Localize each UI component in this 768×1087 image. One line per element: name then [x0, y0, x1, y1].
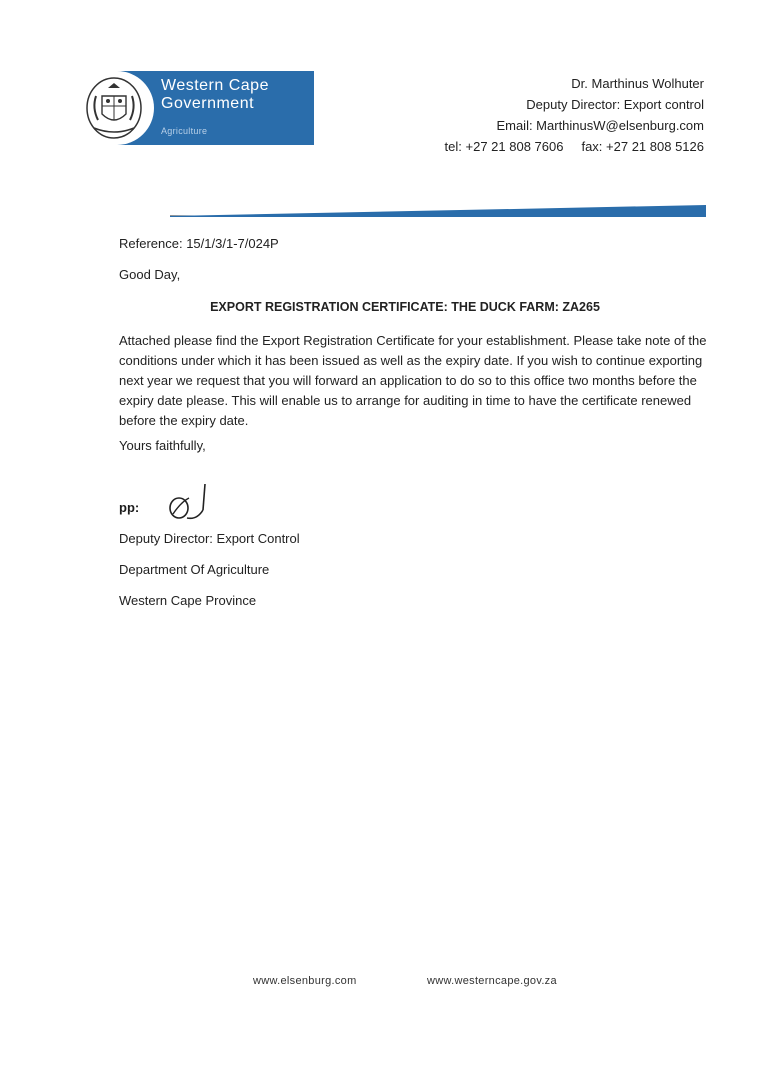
signatory-title: Deputy Director: Export Control — [119, 531, 300, 546]
contact-name: Dr. Marthinus Wolhuter — [571, 76, 704, 91]
body-paragraph: Attached please find the Export Registration Certificate for your establishment. Please take note of the conditions under which it has been issued as well as the expiry date. If you wish to continue exporting next year we request that you will forward an application to do so to this office two months before the expiry date please. This will enable us to arrange for auditing in time to have the certificate renewed before the expiry date. — [119, 333, 707, 428]
footer-link-elsenburg[interactable]: www.elsenburg.com — [253, 975, 357, 987]
org-name-line1: Western Cape — [161, 77, 269, 94]
footer-link-westerncape[interactable]: www.westerncape.gov.za — [427, 975, 557, 987]
signatory-province: Western Cape Province — [119, 593, 257, 608]
greeting: Good Day, — [119, 267, 181, 282]
department-name: Agriculture — [161, 126, 208, 136]
contact-fax: fax: +27 21 808 5126 — [581, 139, 704, 154]
header-rule-blue — [170, 205, 706, 217]
subject-line: EXPORT REGISTRATION CERTIFICATE: THE DUCK FARM: ZA265 — [210, 300, 600, 314]
signatory-department: Department Of Agriculture — [119, 562, 270, 577]
org-name-line2: Government — [161, 95, 255, 112]
handwritten-signature — [165, 480, 215, 525]
reference: Reference: 15/1/3/1-7/024P — [119, 236, 279, 251]
closing: Yours faithfully, — [119, 438, 206, 453]
letterhead-logo — [80, 71, 314, 145]
contact-tel: tel: +27 21 808 7606 — [444, 139, 564, 154]
pp-label: pp: — [119, 500, 140, 515]
org-name — [161, 77, 269, 113]
contact-block — [445, 73, 704, 157]
crest-icon — [84, 74, 148, 142]
coat-of-arms — [80, 71, 154, 145]
header-rule — [0, 200, 768, 220]
contact-title: Deputy Director: Export control — [526, 97, 704, 112]
contact-email: Email: MarthinusW@elsenburg.com — [496, 118, 704, 133]
contact-phones — [445, 136, 704, 157]
